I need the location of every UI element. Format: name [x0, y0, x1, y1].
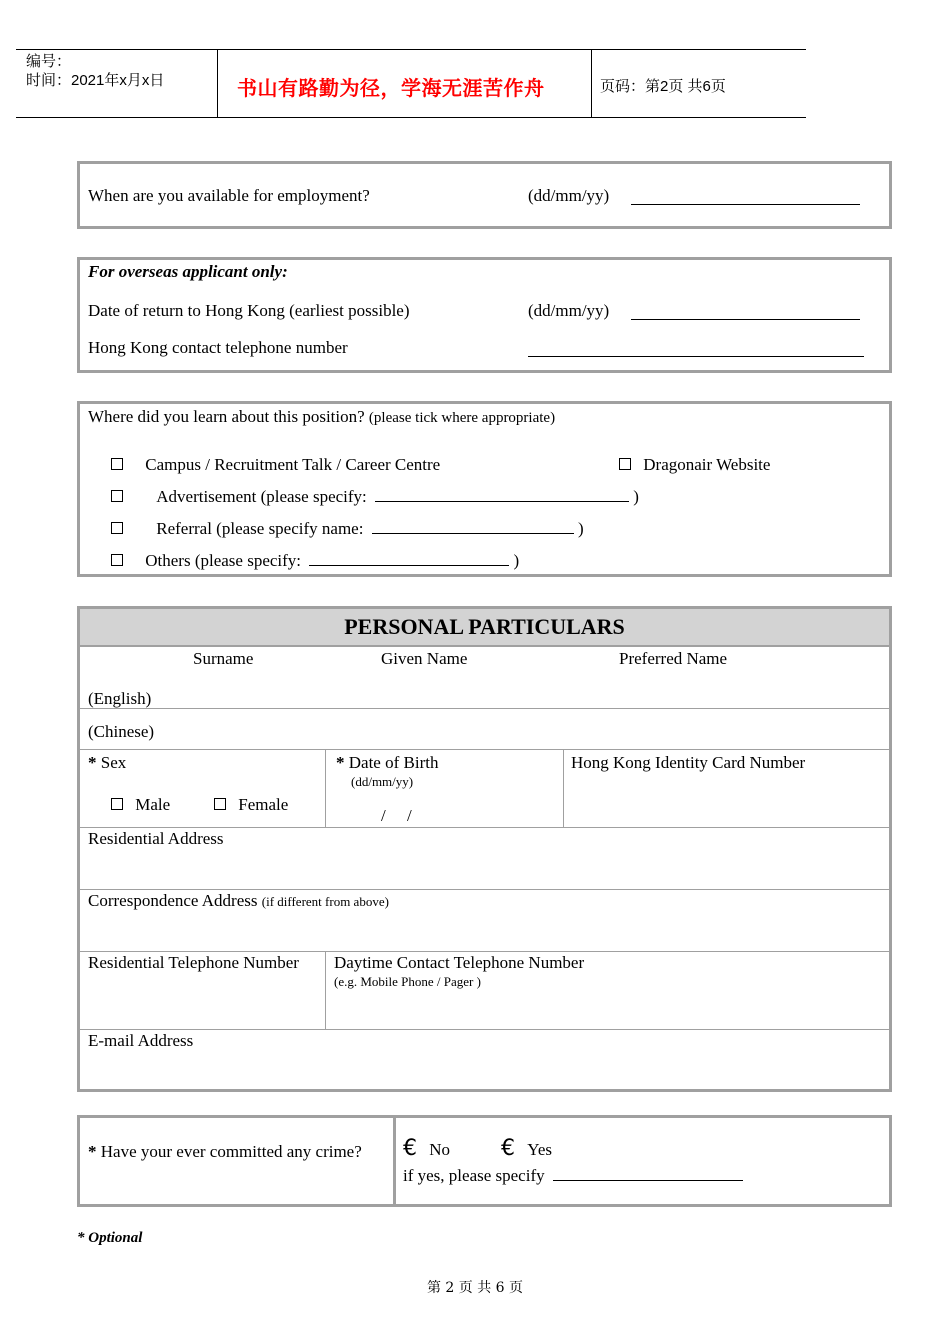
checkbox-male[interactable] [111, 798, 123, 810]
availability-date-format: (dd/mm/yy) [528, 186, 610, 205]
row-divider [80, 889, 889, 890]
hkid-label: Hong Kong Identity Card Number [571, 753, 806, 772]
chinese-name-label: (Chinese) [88, 722, 155, 741]
source-section [77, 401, 892, 577]
crime-question-text: Have your ever committed any crime? [100, 1142, 362, 1161]
personal-particulars-title: PERSONAL PARTICULARS [80, 609, 889, 647]
option-advertisement[interactable] [111, 486, 639, 507]
return-date-format: (dd/mm/yy) [528, 301, 610, 320]
referral-close: ) [577, 519, 584, 538]
source-hint: (please tick where appropriate) [368, 410, 556, 426]
crime-no-label: No [429, 1140, 451, 1159]
option-others-label: Others (please specify: [145, 551, 302, 570]
correspondence-address-text: Correspondence Address [88, 891, 258, 910]
dob-text: Date of Birth [348, 753, 439, 772]
return-date-field[interactable] [631, 304, 860, 320]
footnote-mark: * [77, 1230, 85, 1246]
overseas-title: For overseas applicant only: [88, 262, 288, 281]
header-divider-1 [217, 49, 218, 117]
checkbox-campus[interactable] [111, 458, 123, 470]
dob-required-mark: * [336, 753, 345, 772]
dob-format: (dd/mm/yy) [351, 774, 414, 789]
crime-specify-label: if yes, please specify [403, 1166, 545, 1185]
option-referral[interactable] [111, 518, 584, 539]
availability-question: When are you available for employment? [88, 186, 370, 205]
return-date-label: Date of return to Hong Kong (earliest possible) [88, 301, 410, 320]
row-divider [80, 708, 889, 709]
daytime-phone-hint: (e.g. Mobile Phone / Pager ) [334, 974, 481, 989]
given-name-label: Given Name [381, 649, 468, 668]
option-advertisement-label: Advertisement (please specify: [156, 487, 367, 506]
option-referral-label: Referral (please specify name: [156, 519, 364, 538]
checkbox-referral[interactable] [111, 522, 123, 534]
others-close: ) [513, 551, 520, 570]
header-date-label: 时间：2021年x月x日 [26, 72, 165, 89]
availability-section [77, 161, 892, 229]
source-question-text: Where did you learn about this position? [88, 407, 365, 426]
option-campus[interactable] [111, 455, 440, 475]
male-label: Male [135, 795, 171, 814]
personal-particulars-section [77, 606, 892, 1092]
header-motto: 书山有路勤为径，学海无涯苦作舟 [237, 76, 545, 100]
sex-label [88, 753, 126, 773]
checkbox-advertisement[interactable] [111, 490, 123, 502]
residential-address-label: Residential Address [88, 829, 224, 848]
header-top-rule [16, 49, 806, 50]
option-campus-label: Campus / Recruitment Talk / Career Centre [145, 455, 441, 474]
female-option[interactable] [214, 795, 288, 815]
crime-required-mark: * [88, 1142, 97, 1161]
col-divider [325, 749, 326, 827]
row-divider [80, 749, 889, 750]
header-bottom-rule [16, 117, 806, 118]
col-divider [393, 1118, 396, 1204]
surname-label: Surname [193, 649, 254, 668]
checkbox-others[interactable] [111, 554, 123, 566]
daytime-phone-label: Daytime Contact Telephone Number [334, 953, 585, 972]
header-divider-2 [591, 49, 592, 117]
option-website-label: Dragonair Website [643, 455, 771, 474]
euro-checkbox-icon[interactable]: € [403, 1136, 417, 1161]
crime-section [77, 1115, 892, 1207]
english-name-label: (English) [88, 689, 152, 708]
page-footer: 第 2 页 共 6 页 [426, 1280, 524, 1296]
crime-option-no[interactable] [403, 1136, 450, 1161]
crime-specify [403, 1165, 743, 1186]
crime-specify-field[interactable] [553, 1165, 743, 1181]
preferred-name-label: Preferred Name [619, 649, 728, 668]
footnote-text: Optional [88, 1230, 143, 1246]
col-divider [563, 749, 564, 827]
hk-phone-label: Hong Kong contact telephone number [88, 338, 348, 357]
correspondence-hint: (if different from above) [261, 894, 389, 909]
correspondence-address-label [88, 891, 389, 911]
crime-option-yes[interactable] [501, 1136, 552, 1161]
overseas-section [77, 257, 892, 373]
hk-phone-field[interactable] [528, 341, 864, 357]
checkbox-website[interactable] [619, 458, 631, 470]
advertisement-field[interactable] [375, 486, 629, 502]
male-option[interactable] [111, 795, 170, 815]
dob-field[interactable]: / / [381, 806, 412, 825]
option-website[interactable] [619, 455, 770, 475]
availability-date-field[interactable] [631, 189, 860, 205]
crime-yes-label: Yes [527, 1140, 552, 1159]
others-field[interactable] [309, 550, 509, 566]
header-page-label: 页码：第2页 共6页 [600, 78, 726, 95]
residential-phone-label: Residential Telephone Number [88, 953, 299, 972]
sex-required-mark: * [88, 753, 97, 772]
source-question [88, 407, 555, 427]
crime-question [88, 1142, 362, 1162]
checkbox-female[interactable] [214, 798, 226, 810]
euro-checkbox-icon[interactable]: € [501, 1136, 515, 1161]
female-label: Female [238, 795, 289, 814]
row-divider [80, 951, 889, 952]
dob-label [336, 753, 438, 773]
row-divider [80, 827, 889, 828]
sex-text: Sex [100, 753, 127, 772]
option-others[interactable] [111, 550, 519, 571]
header-number-label: 编号： [26, 53, 72, 70]
row-divider [80, 1029, 889, 1030]
optional-footnote [77, 1230, 142, 1247]
referral-field[interactable] [372, 518, 574, 534]
email-label: E-mail Address [88, 1031, 194, 1050]
col-divider [325, 951, 326, 1029]
advertisement-close: ) [633, 487, 639, 506]
